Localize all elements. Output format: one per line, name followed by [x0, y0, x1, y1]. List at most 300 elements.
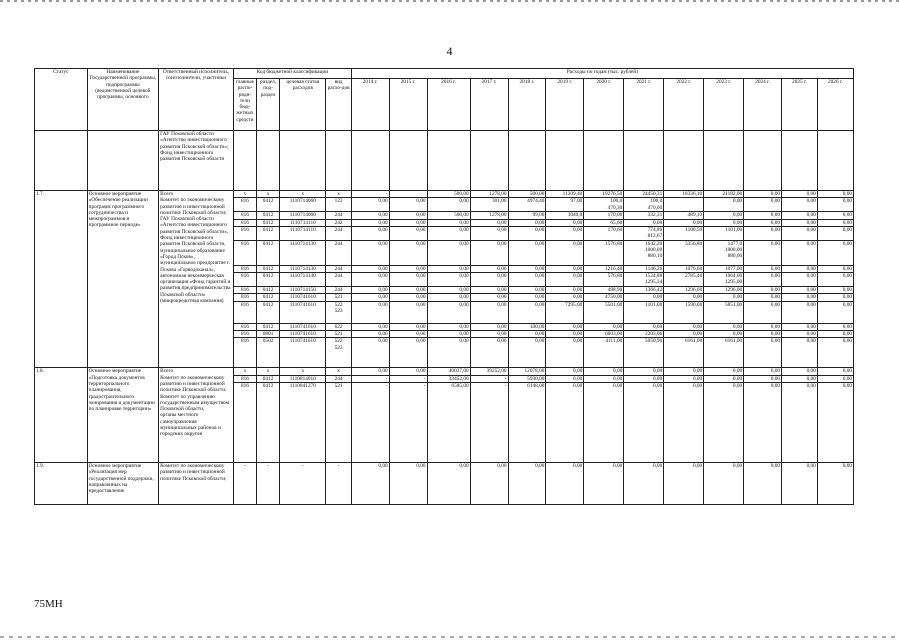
- table-cell: -: [280, 462, 326, 504]
- table-cell: 11309,40: [546, 191, 584, 198]
- table-cell: 1110741610: [280, 301, 326, 323]
- table-cell: 5851,00: [704, 301, 744, 323]
- table-cell: 0,00: [817, 191, 853, 198]
- header-year: 2017 г.: [470, 79, 508, 131]
- table-cell: 0,00: [508, 240, 546, 265]
- table-cell: -: [470, 375, 508, 382]
- table-cell: 0412: [257, 198, 280, 212]
- table-cell: 1110741610: [280, 331, 326, 338]
- table-cell: 1642,20 1000,00 880,10: [624, 240, 664, 265]
- table-cell: 0,00: [584, 368, 624, 375]
- table-cell: 816: [233, 382, 256, 462]
- table-cell: 244: [326, 287, 351, 294]
- table-cell: 122: [326, 198, 351, 212]
- cont-cell: [624, 131, 664, 191]
- table-cell: 1110714140: [280, 273, 326, 287]
- table-cell: 100,0 470,00: [624, 198, 664, 212]
- table-cell: 1064,00 1295,00: [704, 273, 744, 287]
- table-cell: 0,00: [664, 368, 704, 375]
- table-cell: 0,00: [744, 287, 782, 294]
- header-kbk-col: вид расхо-дов: [326, 79, 351, 131]
- header-year: 2024 г.: [744, 79, 782, 131]
- table-cell: 500,00: [427, 212, 470, 219]
- header-year: 2015 г.: [389, 79, 427, 131]
- table-cell: 816: [233, 226, 256, 240]
- cont-cell: [744, 131, 782, 191]
- table-cell: 0,00: [508, 265, 546, 272]
- cont-cell: [389, 131, 427, 191]
- table-cell: 0,00: [427, 226, 470, 240]
- table-cell: 170,60: [584, 226, 624, 240]
- table-cell: 1110741610: [280, 323, 326, 330]
- table-cell: 1101,00: [704, 226, 744, 240]
- table-cell: 0,00: [817, 240, 853, 265]
- table-cell: 0,00: [508, 287, 546, 294]
- table-cell: 1101,00: [624, 301, 664, 323]
- table-cell: 0,00: [782, 226, 818, 240]
- row-executor: Всего Комитет по экономическому развитию и инвестиционной политике Псковской области; Комитет по управлению государственным имуществом Псковской области, органы местного самоуправления муниципальных районов и городских округов: [159, 368, 234, 463]
- table-cell: 0,00: [624, 294, 664, 301]
- table-cell: 0,00: [389, 226, 427, 240]
- table-cell: 816: [233, 265, 256, 272]
- table-cell: 1216,40: [584, 265, 624, 272]
- table-cell: 0,00: [817, 294, 853, 301]
- table-cell: 0,00: [744, 240, 782, 265]
- table-cell: 816: [233, 338, 256, 368]
- table-row: [35, 462, 854, 504]
- table-cell: 0,00: [351, 265, 389, 272]
- table-cell: 0,00: [351, 219, 389, 226]
- table-cell: 0,00: [664, 294, 704, 301]
- cont-cell: [351, 131, 389, 191]
- table-cell: 0,00: [389, 462, 427, 504]
- table-cell: 0,00: [782, 368, 818, 375]
- table-cell: 0,00: [704, 323, 744, 330]
- table-cell: 100,00: [508, 323, 546, 330]
- table-cell: 1524,88 1295,34: [624, 273, 664, 287]
- table-cell: 1576,80: [584, 240, 624, 265]
- table-cell: 0412: [257, 273, 280, 287]
- table-cell: 0,00: [508, 462, 546, 504]
- table-cell: 816: [233, 212, 256, 219]
- table-cell: 0,00: [817, 287, 853, 294]
- footer-code: 75МН: [34, 598, 63, 610]
- table-cell: 522 523: [326, 338, 351, 368]
- table-cell: 576,80: [584, 273, 624, 287]
- table-cell: 0,00: [584, 375, 624, 382]
- table-cell: 816: [233, 240, 256, 265]
- table-cell: 0,00: [546, 375, 584, 382]
- table-cell: 0,00: [470, 294, 508, 301]
- header-expenses-group: Расходы по годам (тыс. рублей): [351, 69, 853, 79]
- table-cell: 4974,40: [508, 198, 546, 212]
- table-cell: 0,00: [427, 294, 470, 301]
- cont-executor: ГАУ Псковской области «Агентство инвестиционного развития Псковской области»; Фонд инвестиционного развития Псковской области: [159, 131, 234, 191]
- table-cell: 0,00: [351, 240, 389, 265]
- table-cell: 0,00: [546, 368, 584, 375]
- header-year: 2020 г.: [584, 79, 624, 131]
- header-year: 2023 г.: [704, 79, 744, 131]
- table-cell: 0412: [257, 375, 280, 382]
- table-cell: 6161,00: [664, 338, 704, 368]
- table-cell: 0412: [257, 382, 280, 462]
- table-cell: x: [233, 191, 256, 198]
- table-cell: 0,00: [546, 331, 584, 338]
- table-cell: 1110841270: [280, 382, 326, 462]
- table-cell: 0,00: [744, 301, 782, 323]
- table-cell: 0,00: [782, 212, 818, 219]
- table-cell: 100,0 470,30: [584, 198, 624, 212]
- table-cell: -: [257, 462, 280, 504]
- table-cell: 0,00: [546, 265, 584, 272]
- table-cell: 0,00: [546, 240, 584, 265]
- table-cell: 1296,60: [664, 287, 704, 294]
- header-status: Статус: [35, 69, 88, 131]
- table-cell: 0,00: [389, 323, 427, 330]
- table-cell: 0,00: [508, 273, 546, 287]
- row-name: Основное мероприятие «Реализация мер государственной поддержки, направленных на предоставление: [87, 462, 159, 504]
- table-cell: 0,00: [389, 219, 427, 226]
- table-cell: 0,00: [351, 323, 389, 330]
- table-cell: 0,00: [389, 212, 427, 219]
- table-cell: x: [257, 191, 280, 198]
- table-cell: 0,00: [470, 301, 508, 323]
- table-cell: 0,00: [389, 240, 427, 265]
- table-cell: 0,00: [624, 382, 664, 462]
- row-executor: Комитет по экономическому развитию и инвестиционной политике Псковской области;: [159, 462, 234, 504]
- table-cell: 5501,00: [584, 301, 624, 323]
- table-cell: 6148,00: [508, 382, 546, 462]
- table-cell: 0,00: [427, 273, 470, 287]
- table-cell: 0,00: [351, 368, 389, 375]
- table-cell: 0,00: [744, 338, 782, 368]
- table-cell: 170,00: [584, 212, 624, 219]
- header-year: 2022 г.: [664, 79, 704, 131]
- table-cell: 0,00: [782, 382, 818, 462]
- table-row: [35, 368, 854, 375]
- table-cell: 12078,00: [508, 368, 546, 375]
- table-cell: x: [280, 191, 326, 198]
- header-kbk-col: целевая статья расходов: [280, 79, 326, 131]
- table-row: [35, 191, 854, 198]
- table-cell: 244: [326, 375, 351, 382]
- table-cell: 4750,00: [584, 294, 624, 301]
- table-cell: 0,00: [546, 462, 584, 504]
- header-name: Наименование Государственной программы, подпрограммы (ведомственной целевой программы, основного: [87, 69, 159, 131]
- table-cell: 0,00: [817, 375, 853, 382]
- table-cell: 0,00: [389, 294, 427, 301]
- table-cell: 0,00: [546, 323, 584, 330]
- table-cell: 0,00: [351, 462, 389, 504]
- cont-cell: [470, 131, 508, 191]
- cont-cell: [664, 131, 704, 191]
- table-cell: 816: [233, 219, 256, 226]
- table-cell: 0,00: [782, 198, 818, 212]
- table-cell: 0,00: [744, 198, 782, 212]
- table-cell: 0,00: [704, 368, 744, 375]
- table-cell: 0,00: [744, 294, 782, 301]
- table-cell: 0,00: [389, 265, 427, 272]
- table-cell: 19276,50: [584, 191, 624, 198]
- table-cell: 0,00: [664, 382, 704, 462]
- table-cell: 0412: [257, 294, 280, 301]
- table-cell: 242: [326, 219, 351, 226]
- table-cell: 816: [233, 273, 256, 287]
- table-cell: 0,00: [351, 212, 389, 219]
- table-cell: 1110714060: [280, 198, 326, 212]
- table-cell: 0,00: [351, 198, 389, 212]
- table-cell: 0,00: [470, 265, 508, 272]
- table-cell: 0,00: [470, 323, 508, 330]
- table-cell: 0,00: [351, 294, 389, 301]
- cont-cell: [508, 131, 546, 191]
- header-executor: Ответственный исполнитель, соисполнители, участники: [159, 69, 234, 131]
- cont-cell: [584, 131, 624, 191]
- cont-cell: [704, 131, 744, 191]
- table-cell: -: [389, 375, 427, 382]
- table-cell: 0,00: [389, 287, 427, 294]
- table-cell: x: [326, 368, 351, 375]
- table-cell: 0412: [257, 219, 280, 226]
- table-cell: 0,00: [704, 294, 744, 301]
- table-cell: 1110714130: [280, 265, 326, 272]
- table-cell: 0,00: [427, 287, 470, 294]
- table-cell: 0,00: [704, 219, 744, 226]
- table-cell: 0,00: [782, 240, 818, 265]
- table-cell: 97,00: [546, 198, 584, 212]
- table-cell: 0,00: [427, 240, 470, 265]
- table-cell: 0,00: [624, 219, 664, 226]
- table-cell: 0,00: [508, 294, 546, 301]
- table-cell: -: [351, 382, 389, 462]
- table-cell: 1110714110: [280, 226, 326, 240]
- table-cell: 0412: [257, 265, 280, 272]
- table-cell: 498,90: [584, 287, 624, 294]
- table-cell: 0,00: [624, 323, 664, 330]
- table-cell: 0,00: [470, 240, 508, 265]
- table-cell: 0412: [257, 301, 280, 323]
- table-cell: 0,00: [782, 219, 818, 226]
- table-cell: 0,00: [427, 462, 470, 504]
- table-cell: 3356,80: [664, 240, 704, 265]
- table-cell: 0,00: [782, 331, 818, 338]
- table-cell: 0,00: [584, 462, 624, 504]
- table-cell: 521: [326, 294, 351, 301]
- table-cell: 0,00: [664, 462, 704, 504]
- table-cell: 1110741610: [280, 338, 326, 368]
- table-cell: 0,00: [817, 323, 853, 330]
- table-cell: 0,00: [470, 287, 508, 294]
- header-kbk-col: раздел, под-раздел: [257, 79, 280, 131]
- cont-cell: [233, 131, 256, 191]
- cont-cell: [427, 131, 470, 191]
- table-cell: 0,00: [508, 301, 546, 323]
- table-cell: 1110714060: [280, 212, 326, 219]
- table-cell: 1477,0 1000,00 880,00: [704, 240, 744, 265]
- table-cell: 0502: [257, 338, 280, 368]
- table-cell: 0,00: [817, 198, 853, 212]
- header-year: 2025 г.: [782, 79, 818, 131]
- table-cell: 0,00: [427, 323, 470, 330]
- table-cell: 816: [233, 198, 256, 212]
- table-cell: 332,31: [624, 212, 664, 219]
- table-cell: 1366,42: [624, 287, 664, 294]
- row-name: Основное мероприятие «Подготовка документов территориального планирования, градостроительного зонирования и документации по планировке территории»: [87, 368, 159, 463]
- table-cell: 2203,06: [624, 331, 664, 338]
- table-cell: 1076,60: [664, 265, 704, 272]
- table-cell: 0801: [257, 331, 280, 338]
- table-cell: 0,00: [782, 375, 818, 382]
- table-cell: 0,00: [508, 331, 546, 338]
- table-cell: 816: [233, 287, 256, 294]
- table-cell: 1278,00: [470, 191, 508, 198]
- table-cell: 301,00: [470, 198, 508, 212]
- table-cell: 1040,0: [546, 212, 584, 219]
- table-cell: 774,80 812,67: [624, 226, 664, 240]
- table-cell: 0,00: [389, 301, 427, 323]
- table-cell: 0,00: [470, 331, 508, 338]
- table-cell: 0,00: [744, 265, 782, 272]
- table-cell: 0,00: [508, 219, 546, 226]
- table-cell: 489,10: [664, 212, 704, 219]
- table-cell: 0,00: [744, 191, 782, 198]
- page-number: 4: [446, 44, 453, 58]
- table-cell: 0,00: [782, 265, 818, 272]
- table-cell: 0,00: [817, 368, 853, 375]
- table-cell: 0,00: [470, 226, 508, 240]
- table-cell: 0,00: [351, 226, 389, 240]
- table-cell: 0,00: [744, 212, 782, 219]
- table-cell: 0,00: [427, 265, 470, 272]
- table-cell: 0412: [257, 240, 280, 265]
- cont-status: [35, 131, 88, 191]
- table-cell: 0,00: [508, 226, 546, 240]
- table-cell: 0,00: [704, 212, 744, 219]
- cont-cell: [782, 131, 818, 191]
- table-cell: 521: [326, 331, 351, 338]
- table-cell: 5930,00: [508, 375, 546, 382]
- table-cell: 0,00: [744, 226, 782, 240]
- table-cell: -: [233, 462, 256, 504]
- table-cell: 0,00: [389, 273, 427, 287]
- table-cell: 0,00: [584, 382, 624, 462]
- table-cell: 0,00: [546, 273, 584, 287]
- cont-cell: [280, 131, 326, 191]
- table-cell: 0,00: [427, 338, 470, 368]
- table-cell: 0,00: [664, 375, 704, 382]
- table-cell: 0,00: [351, 301, 389, 323]
- table-cell: 0,00: [427, 331, 470, 338]
- header-year: 2019 г.: [546, 79, 584, 131]
- table-cell: 0,00: [817, 301, 853, 323]
- table-cell: 1110714150: [280, 287, 326, 294]
- header-kbk-group: Код бюджетной классификации: [233, 69, 351, 79]
- header-kbk-col: главные распо-ряди-тели бюд-жетных средств: [233, 79, 256, 131]
- table-cell: 0,00: [744, 368, 782, 375]
- scan-edge-bottom: [0, 636, 899, 638]
- table-cell: -: [326, 462, 351, 504]
- table-cell: 33452,00: [427, 375, 470, 382]
- table-cell: 521: [326, 382, 351, 462]
- header-year: 2018 г.: [508, 79, 546, 131]
- table-cell: 1110714130: [280, 240, 326, 265]
- table-cell: 21182,00: [704, 191, 744, 198]
- table-cell: 40037,00: [427, 368, 470, 375]
- table-cell: [664, 198, 704, 212]
- table-cell: 0,00: [624, 462, 664, 504]
- table-cell: x: [326, 191, 351, 198]
- scan-edge-top: [0, 0, 899, 2]
- table-cell: 5050,90: [624, 338, 664, 368]
- table-cell: 0,00: [744, 273, 782, 287]
- table-cell: 65,60: [584, 219, 624, 226]
- table-cell: 1296,00: [704, 287, 744, 294]
- header-year: 2021 г.: [624, 79, 664, 131]
- table-cell: 0,00: [817, 462, 853, 504]
- table-cell: 0,00: [427, 219, 470, 226]
- table-cell: 0,00: [817, 382, 853, 462]
- table-cell: 0,00: [704, 382, 744, 462]
- table-cell: 2785,40: [664, 273, 704, 287]
- table-cell: 1590,00: [664, 301, 704, 323]
- table-cell: 0,00: [817, 226, 853, 240]
- table-cell: 6161,00: [704, 338, 744, 368]
- row-executor: Всего Комитет по экономическому развитию и инвестиционной политике Псковской области; ГАУ Псковской области «Агентство инвестиционного развития Псковской области», Фонд инвестиционного развития Псковской области, муниципальное образование «Город Псков», муниципальное предприятие г. Пскова «Горводоканал», автономная некоммерческая организация «Фонд гарантий и развития предпринимательства Псковской области» (микрокредитная компания): [159, 191, 234, 368]
- table-cell: 0,00: [389, 331, 427, 338]
- budget-table: [34, 68, 854, 505]
- cont-cell: [817, 131, 853, 191]
- table-cell: x: [280, 368, 326, 375]
- table-cell: 0,00: [470, 219, 508, 226]
- table-cell: 99,00: [508, 212, 546, 219]
- table-cell: 816: [233, 323, 256, 330]
- table-cell: -: [351, 375, 389, 382]
- table-cell: 0,00: [782, 273, 818, 287]
- table-cell: 0,00: [584, 323, 624, 330]
- table-cell: 0,00: [782, 301, 818, 323]
- table-cell: 0,00: [546, 338, 584, 368]
- table-cell: 0,00: [817, 338, 853, 368]
- table-cell: 0,00: [624, 375, 664, 382]
- header-year: 2016 г.: [427, 79, 470, 131]
- table-cell: 0,00: [744, 323, 782, 330]
- table-cell: 0,00: [508, 338, 546, 368]
- table-cell: 0,00: [664, 219, 704, 226]
- table-cell: 0,00: [704, 198, 744, 212]
- table-cell: 816: [233, 301, 256, 323]
- table-cell: 244: [326, 265, 351, 272]
- table-cell: 0,00: [470, 338, 508, 368]
- table-cell: 0,00: [817, 331, 853, 338]
- table-cell: 0,00: [782, 323, 818, 330]
- table-cell: 1100,50: [664, 226, 704, 240]
- table-cell: 0,00: [470, 462, 508, 504]
- table-cell: 244: [326, 273, 351, 287]
- table-cell: 1278,00: [470, 212, 508, 219]
- cont-cell: [546, 131, 584, 191]
- table-cell: 0,00: [427, 198, 470, 212]
- table-cell: 1110741610: [280, 294, 326, 301]
- table-cell: 0,00: [546, 287, 584, 294]
- table-cell: 1077,00: [704, 265, 744, 272]
- table-cell: 0412: [257, 323, 280, 330]
- table-cell: 0,00: [744, 331, 782, 338]
- table-cell: -: [389, 382, 427, 462]
- row-name: Основное мероприятие «Обеспечение реализации программ программного сотрудничества и межпрограммов и программное периоде»: [87, 191, 159, 368]
- table-cell: 0,00: [389, 198, 427, 212]
- table-cell: 0,00: [817, 273, 853, 287]
- table-cell: 4111,00: [584, 338, 624, 368]
